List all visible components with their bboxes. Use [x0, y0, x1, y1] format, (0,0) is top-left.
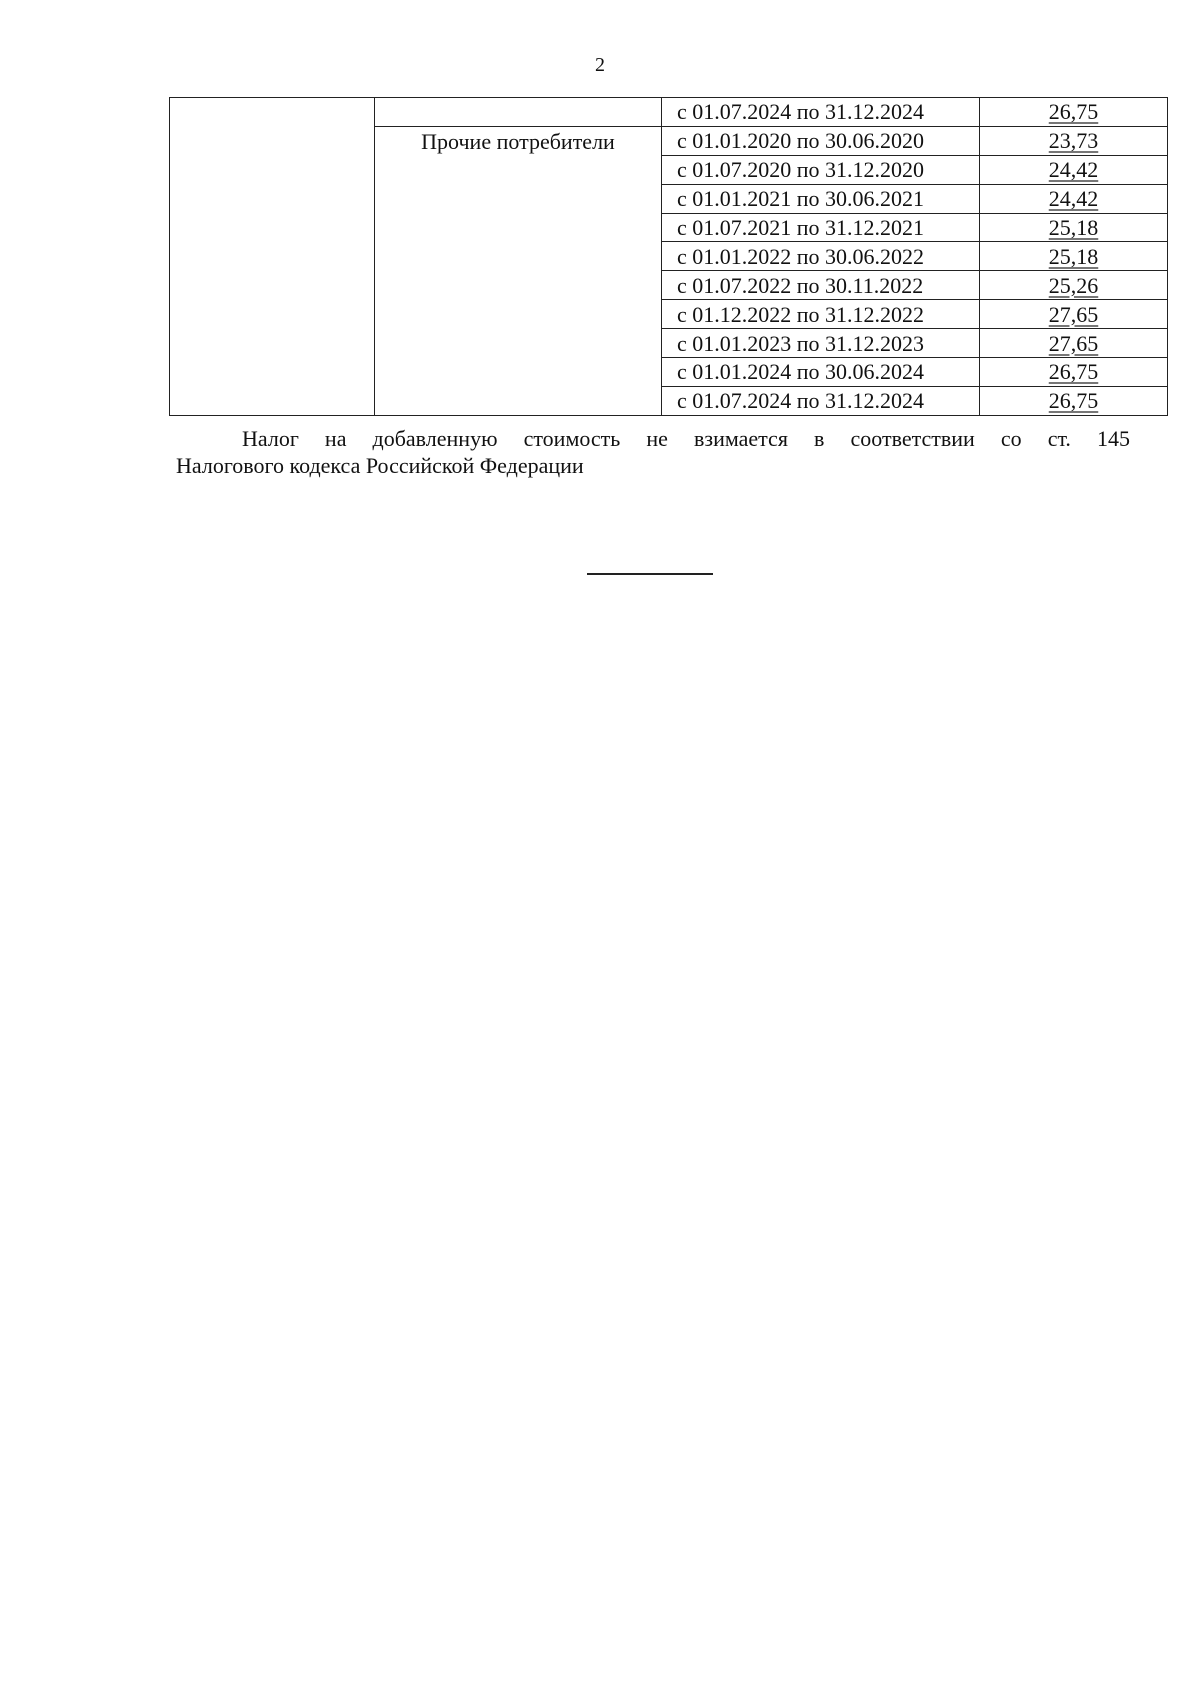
period-cell: с 01.07.2024 по 31.12.2024 — [662, 386, 980, 415]
organization-cell — [170, 98, 375, 416]
period-cell: с 01.01.2022 по 30.06.2022 — [662, 242, 980, 271]
page-number: 2 — [595, 54, 605, 76]
period-cell: с 01.07.2024 по 31.12.2024 — [662, 98, 980, 127]
rate-cell: 26,75 — [980, 386, 1168, 415]
rate-cell: 25,26 — [980, 271, 1168, 300]
consumer-cell: Прочие потребители — [375, 126, 662, 415]
end-of-document-rule — [587, 573, 713, 575]
period-cell: с 01.01.2023 по 31.12.2023 — [662, 329, 980, 358]
rate-cell: 24,42 — [980, 184, 1168, 213]
period-cell: с 01.12.2022 по 31.12.2022 — [662, 300, 980, 329]
consumer-cell-empty — [375, 98, 662, 127]
tariff-table — [169, 97, 1168, 416]
rate-cell: 27,65 — [980, 300, 1168, 329]
vat-note — [176, 425, 1130, 479]
table-row — [170, 98, 1168, 127]
vat-note-line-2: Налогового кодекса Российской Федерации — [176, 453, 584, 478]
rate-cell: 24,42 — [980, 155, 1168, 184]
rate-cell: 26,75 — [980, 98, 1168, 127]
period-cell: с 01.01.2020 по 30.06.2020 — [662, 126, 980, 155]
rate-cell: 26,75 — [980, 358, 1168, 387]
period-cell: с 01.01.2021 по 30.06.2021 — [662, 184, 980, 213]
period-cell: с 01.07.2022 по 30.11.2022 — [662, 271, 980, 300]
rate-cell: 23,73 — [980, 126, 1168, 155]
period-cell: с 01.07.2020 по 31.12.2020 — [662, 155, 980, 184]
rate-cell: 25,18 — [980, 213, 1168, 242]
period-cell: с 01.07.2021 по 31.12.2021 — [662, 213, 980, 242]
vat-note-line-1: Налог на добавленную стоимость не взимается в соответствии со ст. 145 — [242, 426, 1130, 451]
rate-cell: 27,65 — [980, 329, 1168, 358]
period-cell: с 01.01.2024 по 30.06.2024 — [662, 358, 980, 387]
rate-cell: 25,18 — [980, 242, 1168, 271]
